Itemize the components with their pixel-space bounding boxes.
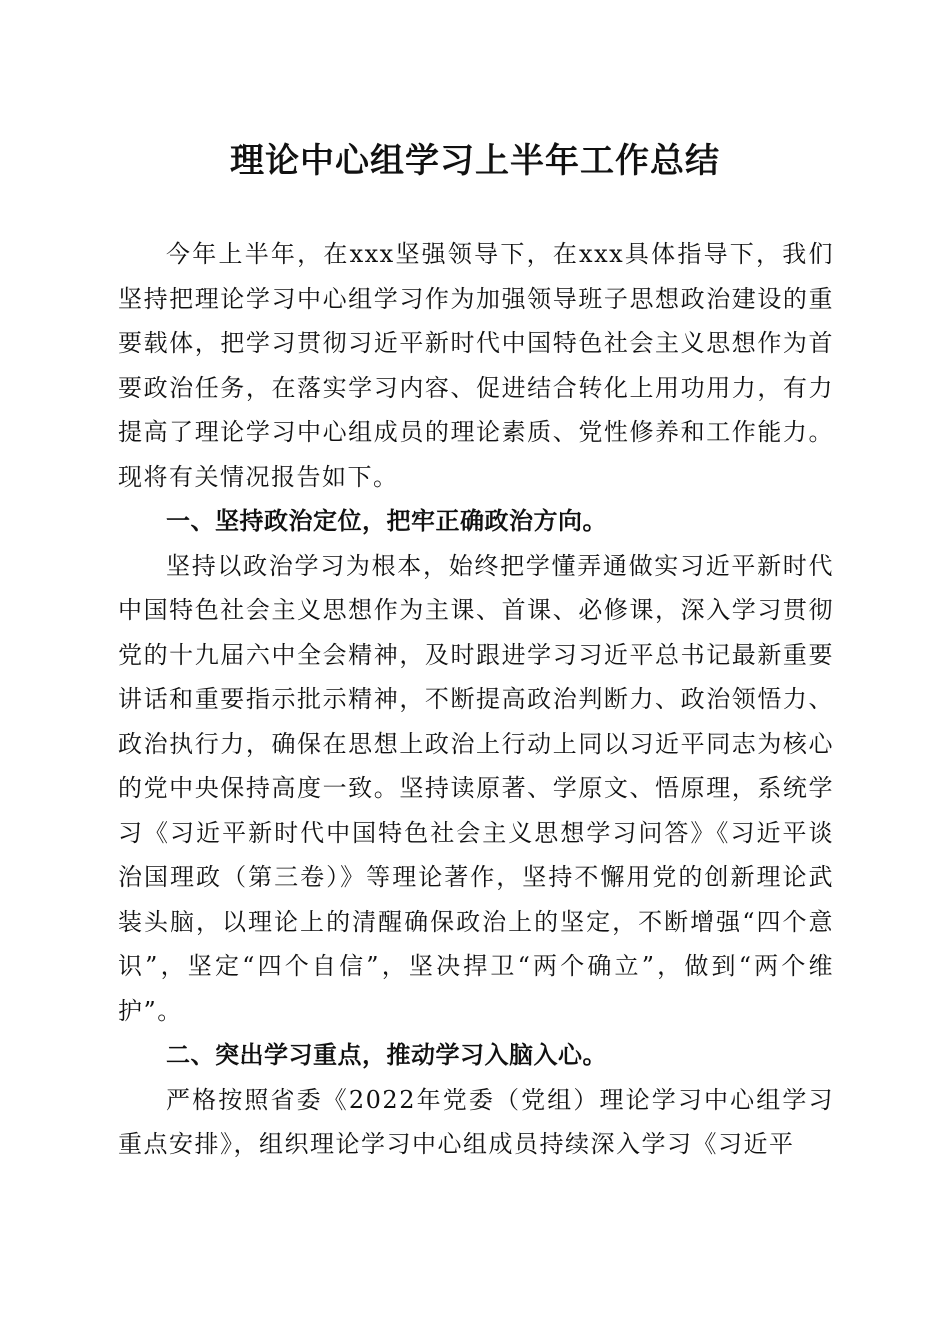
intro-paragraph: 今年上半年，在xxx坚强领导下，在xxx具体指导下，我们坚持把理论学习中心组学习作为加强领导班子思想政治建设的重要载体，把学习贯彻习近平新时代中国特色社会主义思想作为首要政治任务，在落实学习内容、促进结合转化上用功用力，有力提高了理论学习中心组成员的理论素质、党性修养和工作能力。现将有关情况报告如下。 — [118, 240, 834, 491]
section-1-heading: 一、坚持政治定位，把牢正确政治方向。 — [166, 507, 607, 535]
section-2-heading: 二、突出学习重点，推动学习入脑入心。 — [166, 1041, 607, 1069]
document-title: 理论中心组学习上半年工作总结 — [230, 141, 720, 181]
section-1-paragraph: 坚持以政治学习为根本，始终把学懂弄通做实习近平新时代中国特色社会主义思想作为主课、首课、必修课，深入学习贯彻党的十九届六中全会精神，及时跟进学习习近平总书记最新重要讲话和重要指示批示精神，不断提高政治判断力、政治领悟力、政治执行力，确保在思想上政治上行动上同以习近平同志为核心的党中央保持高度一致。坚持读原著、学原文、悟原理，系统学习《习近平新时代中国特色社会主义思想学习问答》《习近平谈治国理政（第三卷）》等理论著作，坚持不懈用党的创新理论武装头脑，以理论上的清醒确保政治上的坚定，不断增强“四个意识”，坚定“四个自信”，坚决捍卫“两个确立”，做到“两个维护”。 — [118, 551, 834, 1025]
section-2-paragraph: 严格按照省委《2022年党委（党组）理论学习中心组学习重点安排》，组织理论学习中心组成员持续深入学习《习近平 — [118, 1085, 834, 1158]
document-body — [118, 232, 834, 1167]
